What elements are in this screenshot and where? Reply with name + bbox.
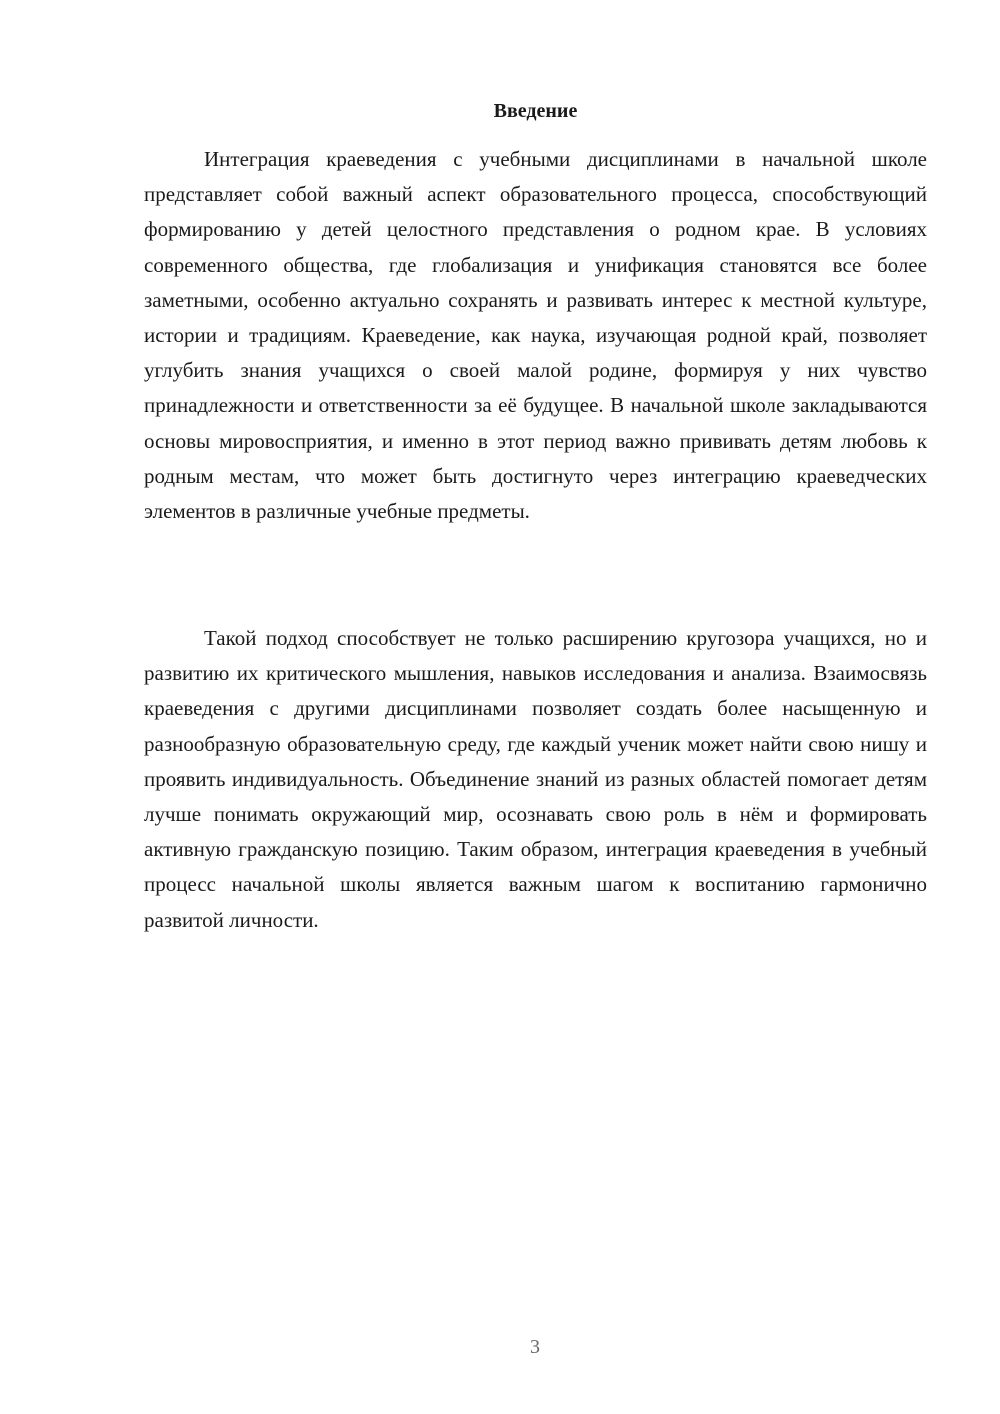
paragraph-approach: Такой подход способствует не только расширению кругозора учащихся, но и развитию их критического мышления, навыков исследования и анализа. Взаимосвязь краеведения с другими дисциплинами позволяет создать более насыщенную и разнообразную образовательную среду, где каждый ученик может найти свою нишу и проявить индивидуальность. Объединение знаний из разных областей помогает детям лучше понимать окружающий мир, осознавать свою роль в нём и формировать активную гражданскую позицию. Таким образом, интеграция краеведения в учебный процесс начальной школы является важным шагом к воспитанию гармонично развитой личности. xyxy=(144,626,927,932)
paragraph-intro: Интеграция краеведения с учебными дисциплинами в начальной школе представляет собой важный аспект образовательного процесса, способствующий формированию у детей целостного представления о родном крае. В условиях современного общества, где глобализация и унификация становятся все более заметными, особенно актуально сохранять и развивать интерес к местной культуре, истории и традициям. Краеведение, как наука, изучающая родной край, позволяет углубить знания учащихся о своей малой родине, формируя у них чувство принадлежности и ответственности за её будущее. В начальной школе закладываются основы мировосприятия, и именно в этот период важно прививать детям любовь к родным местам, что может быть достигнуто через интеграцию краеведческих элементов в различные учебные предметы. xyxy=(144,147,927,524)
section-title: Введение xyxy=(493,100,578,122)
page-number: 3 xyxy=(530,1336,540,1358)
